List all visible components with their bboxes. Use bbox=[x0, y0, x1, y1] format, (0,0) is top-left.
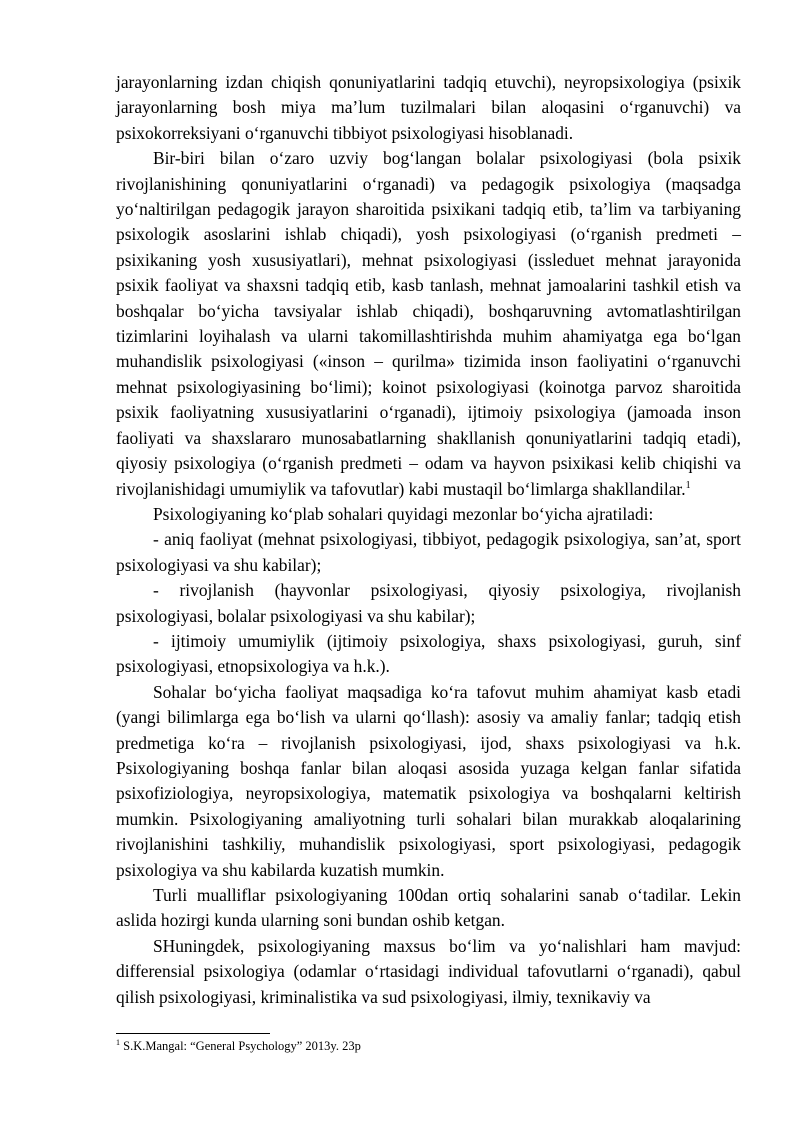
paragraph-2-text: Bir-biri bilan oʻzaro uzviy bogʻlangan bolalar psixologiyasi (bola psixik rivojlanishining qonuniyatlarini oʻrganadi) va pedagogik psixologiya (maqsadga yoʻnaltirilgan pedagogik jarayon sharoitida psixikani tadqiq etib, taʼlim va tarbiyaning psixologik asoslarini ishlab chiqadi), yosh psixologiyasi (oʻrganish predmeti – psixikaning yosh xususiyatlari), mehnat psixologiyasi (issleduet mehnat jarayonida psixik faoliyat va shaxsni tadqiq etib, kasb tanlash, mehnat jamoalarini tashkil etish va boshqalar boʻyicha tavsiyalar ishlab chiqadi), boshqaruvning avtomatlashtirilgan tizimlarini loyihalash va ularni takomillashtirishda muhim ahamiyatga ega boʻlgan muhandislik psixologiyasi («inson – qurilma» tizimida inson faoliyatini oʻrganuvchi mehnat psixologiyasining boʻlimi); koinot psixologiyasi (koinotga parvoz sharoitida psixik faoliyatning xususiyatlarini oʻrganadi), ijtimoiy psixologiya (jamoada inson faoliyati va shaxslararo munosabatlarning shakllanish qonuniyatlarini tadqiq etadi), qiyosiy psixologiya (oʻrganish predmeti – odam va hayvon psixikasi kelib chiqishi va rivojlanishidagi umumiylik va tafovutlar) kabi mustaqil boʻlimlarga shakllandilar. bbox=[116, 148, 741, 499]
footnote-separator bbox=[116, 1033, 270, 1034]
paragraph-3: Psixologiyaning koʻplab sohalari quyidagi mezonlar boʻyicha ajratiladi: bbox=[153, 503, 654, 524]
paragraph-7: Sohalar boʻyicha faoliyat maqsadiga koʻra tafovut muhim ahamiyat kasb etadi (yangi bilimlarga ega boʻlish va ularni qoʻllash): asosiy va amaliy fanlar; tadqiq etish predmetiga koʻra – rivojlanish psixologiyasi, ijod, shaxs psixologiyasi va h.k. Psixologiyaning boshqa fanlar bilan aloqasi asosida yuzaga kelgan fanlar sifatida psixofiziologiya, neyropsixologiya, matematik psixologiya va boshqalarni keltirish mumkin. Psixologiyaning amaliyotning turli sohalari bilan murakkab aloqalarining rivojlanishini tashkiliy, muhandislik psixologiyasi, sport psixologiyasi, pedagogik psixologiya va shu kabilarda kuzatish mumkin. bbox=[116, 681, 741, 880]
footnote-number: 1 bbox=[116, 1037, 120, 1047]
footnote-reference[interactable]: 1 bbox=[685, 479, 691, 491]
paragraph-9: SHuningdek, psixologiyaning maxsus boʻlim va yoʻnalishlari ham mavjud: differensial psixologiya (odamlar oʻrtasidagi individual tafovutlarni oʻrganadi), qabul qilish psixologiyasi, kriminalistika va sud psixologiyasi, ilmiy, texnikaviy va bbox=[116, 935, 741, 1007]
list-item-development: - rivojlanish (hayvonlar psixologiyasi, qiyosiy psixologiya, rivojlanish psixologiyasi, bolalar psixologiyasi va shu kabilar); bbox=[116, 580, 741, 626]
footnote bbox=[116, 1038, 741, 1054]
paragraph-2 bbox=[116, 146, 741, 502]
paragraph-8: Turli mualliflar psixologiyaning 100dan ortiq sohalarini sanab oʻtadilar. Lekin aslida hozirgi kunda ularning soni bundan oshib ketgan. bbox=[116, 885, 741, 931]
body-text bbox=[116, 70, 741, 1010]
paragraph-1: jarayonlarning izdan chiqish qonuniyatlarini tadqiq etuvchi), neyropsixologiya (psixik jarayonlarning bosh miya maʼlum tuzilmalari bilan aloqasini oʻrganuvchi) va psixokorreksiyani oʻrganuvchi tibbiyot psixologiyasi hisoblanadi. bbox=[116, 72, 741, 143]
list-item-social: - ijtimoiy umumiylik (ijtimoiy psixologiya, shaxs psixologiyasi, guruh, sinf psixologiyasi, etnopsixologiya va h.k.). bbox=[116, 630, 741, 677]
list-item-activity: - aniq faoliyat (mehnat psixologiyasi, tibbiyot, pedagogik psixologiya, sanʼat, sport psixologiyasi va shu kabilar); bbox=[116, 529, 741, 575]
footnote-text: S.K.Mangal: “General Psychology” 2013y. 23p bbox=[120, 1039, 361, 1053]
